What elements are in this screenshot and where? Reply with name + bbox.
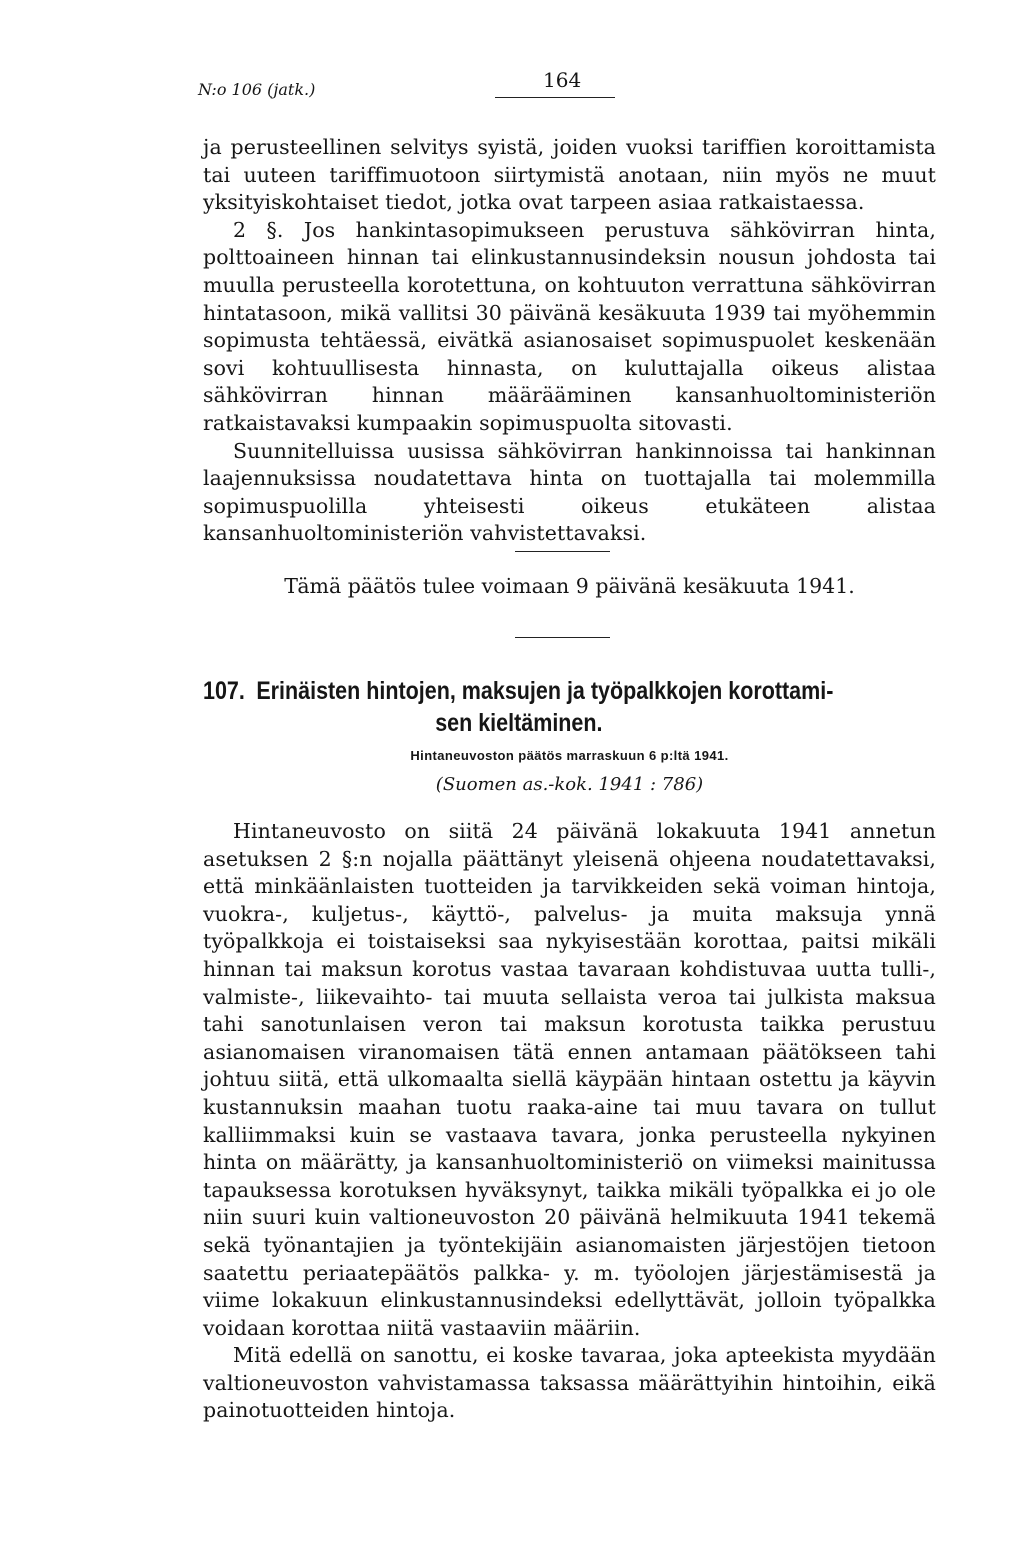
section-107-title <box>203 675 936 739</box>
paragraph: ja perusteellinen selvitys syistä, joiden vuoksi tariffien koroittamista tai uuteen tariffimuotoon siirtymistä anotaan, niin myös ne muut yksityiskohtaiset tiedot, jotka ovat tarpeen asiaa ratkaistaessa. <box>203 135 936 215</box>
page-header <box>198 64 936 104</box>
divider-rule <box>515 637 610 638</box>
page-number: 164 <box>543 68 582 92</box>
title-line-2: sen kieltäminen. <box>435 709 603 737</box>
source-citation: (Suomen as.-kok. 1941 : 786) <box>435 774 704 795</box>
paragraph: Mitä edellä on sanottu, ei koske tavaraa, joka apteekista myydään valtioneuvoston vahvistamassa taksassa määrättyihin hintoihin, eikä painotuotteiden hintoja. <box>203 1343 936 1423</box>
title-line-1: Erinäisten hintojen, maksujen ja työpalkkojen korottami- <box>256 677 834 705</box>
section-106-continuation <box>203 134 936 548</box>
section-107-body <box>203 818 936 1425</box>
effective-date-line: Tämä päätös tulee voimaan 9 päivänä kesäkuuta 1941. <box>284 574 855 598</box>
running-head: N:o 106 (jatk.) <box>198 80 316 99</box>
decision-subtitle: Hintaneuvoston päätös marraskuun 6 p:ltä 1941. <box>410 748 729 763</box>
paragraph: Suunnitelluissa uusissa sähkövirran hankinnoissa tai hankinnan laajennuksissa noudatettava hinta on tuottajalla tai molemmilla sopimuspuolilla yhteisesti oikeus etukäteen alistaa kansanhuoltoministeriön vahvistettavaksi. <box>203 438 936 546</box>
section-number: 107. <box>203 677 245 705</box>
paragraph: Hintaneuvosto on siitä 24 päivänä lokakuuta 1941 annetun asetuksen 2 §:n nojalla päättänyt yleisenä ohjeena noudatettavaksi, että minkäänlaisten tuotteiden ja tarvikkeiden sekä voiman hintoja, vuokra-, kuljetus-, käyttö-, palvelus- ja muita maksuja ynnä työpalkkoja ei toistaiseksi saa nykyisestään korottaa, paitsi mikäli hinnan tai maksun korotus vastaa tavaraan kohdistuvaa uutta tulli-, valmiste-, liikevaihto- tai muuta sellaista veroa tai julkista maksua tahi sanotunlaisen veron tai maksun korotusta taikka perustuu asianomaisen viranomaisen tätä ennen antamaan päätökseen tahi johtuu siitä, että ulkomaalta siellä käypään hintaan ostettu ja käyvin kustannuksin maahan tuotu raaka-aine tai muu tavara on tullut kalliimmaksi kuin se vastaava tavara, jonka perusteella nykyinen hinta on määrätty, ja kansanhuoltoministeriö on viimeksi mainitussa tapauksessa korotuksen hyväksynyt, taikka mikäli työpalkka ei jo ole niin suuri kuin valtioneuvoston 20 päivänä helmikuuta 1941 tekemä sekä työnantajien ja työntekijäin asianomaisten järjestöjen tietoon saatettu periaatepäätös palkka- y. m. työolojen järjestämisestä ja viime lokakuun elinkustannusindeksi edellyttävät, jolloin työpalkka voidaan korottaa niitä vastaaviin määriin. <box>203 819 936 1340</box>
paragraph-section-2: 2 §. Jos hankintasopimukseen perustuva sähkövirran hinta, polttoaineen hinnan tai elinkustannusindeksin nousun johdosta tai muulla perusteella korotettuna, on kohtuuton verrattuna sähkövirran hintatasoon, mikä vallitsi 30 päivänä kesäkuuta 1939 tai myöhemmin sopimusta tehtäessä, eivätkä asianosaiset sopimuspuolet keskenään sovi kohtuullisesta hinnasta, on kuluttajalla oikeus alistaa sähkövirran hinnan määrääminen kansanhuoltoministeriön ratkaistavaksi kumpaakin sopimuspuolta sitovasti. <box>203 217 936 435</box>
divider-rule <box>515 551 610 552</box>
header-rule <box>495 97 615 98</box>
